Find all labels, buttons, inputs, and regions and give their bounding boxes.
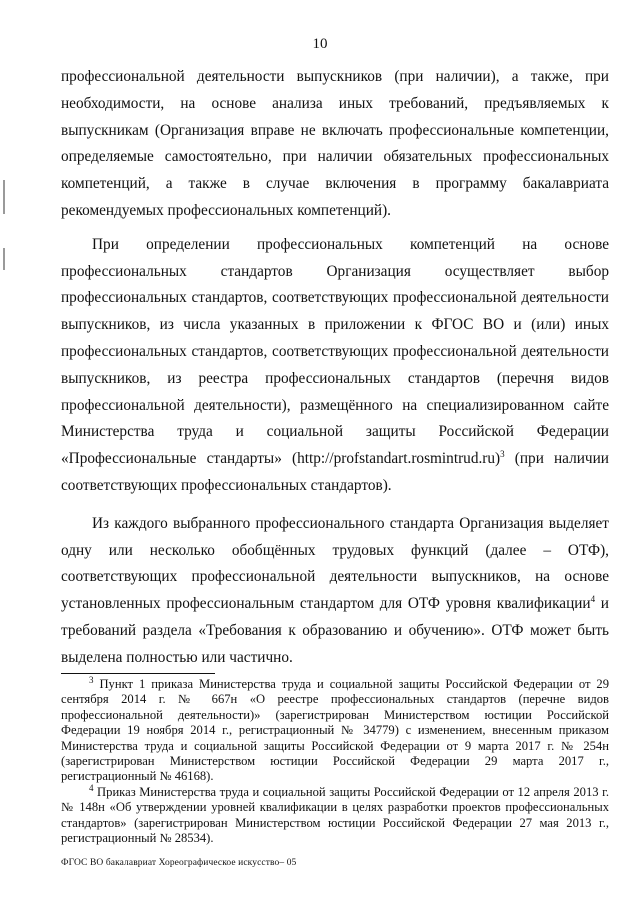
- footnote-4: [61, 782, 609, 847]
- paragraph-text: При определении профессиональных компетенций на основе профессиональных стандартов Организация осуществляет выбор профессиональных стандартов, соответствующих профессиональной деятельности выпускников, из числа указанных в приложении к ФГОС ВО и (или) иных профессиональных стандартов, соответствующих профессиональной деятельности выпускников, из реестра профессиональных стандартов (перечня видов профессиональной деятельности), размещённого на специализированном сайте Министерства труда и социальной защиты Российской Федерации «Профессиональные стандарты» (http://profstandart.rosmintrud.ru): [61, 235, 609, 468]
- footnote-divider: [61, 673, 215, 674]
- page-number: 10: [312, 36, 328, 52]
- footnote-ref-3: 3: [500, 449, 505, 460]
- footnote-text: Приказ Министерства труда и социальной защиты Российской Федерации от 12 апреля 2013 г. № 148н «Об утверждении уровней квалификации в целях разработки проектов профессиональных стандартов» (зарегистрирован Министерством юстиции Российской Федерации 27 мая 2013 г., регистрационный № 28534).: [61, 784, 609, 846]
- footnote-mark: 3: [89, 674, 94, 685]
- paragraph-text: Из каждого выбранного профессионального стандарта Организация выделяет одну или несколько обобщённых трудовых функций (далее – ОТФ), соответствующих профессиональной деятельности выпускников, на основе установленных профессиональным стандартом для ОТФ уровня квалификации: [61, 514, 609, 613]
- scan-edge-mark: [3, 180, 5, 214]
- page-footer: ФГОС ВО бакалавриат Хореографическое искусство– 05: [61, 858, 297, 868]
- paragraph-text: (при наличии соответствующих профессиональных стандартов).: [61, 450, 609, 494]
- paragraph-text: и требований раздела «Требования к образованию и обучению». ОТФ может быть выделена полностью или частично.: [61, 595, 609, 666]
- footnote-mark: 4: [89, 782, 94, 793]
- scan-edge-mark: [3, 248, 5, 270]
- paragraph-continuation: профессиональной деятельности выпускников (при наличии), а также, при необходимости, на основе анализа иных требований, предъявляемых к выпускникам (Организация вправе не включать профессиональные компетенции, определяемые самостоятельно, при наличии обязательных профессиональных компетенций, а также в случае включения в программу бакалавриата рекомендуемых профессиональных компетенций).: [61, 68, 609, 219]
- paragraph-labor-functions: [61, 511, 609, 672]
- footnote-text: Пункт 1 приказа Министерства труда и социальной защиты Российской Федерации от 29 сентября 2014 г. № 667н «О реестре профессиональных стандартов (перечне видов профессиональной деятельности)» (зарегистрирован Министерством юстиции Российской Федерации 19 ноября 2014 г., регистрационный № 34779) с изменением, внесенным приказом Министерства труда и социальной защиты Российской Федерации от 9 марта 2017 г. № 254н (зарегистрирован Министерством юстиции Российской Федерации 29 марта 2017 г., регистрационный № 46168).: [61, 677, 609, 784]
- footnotes: [61, 674, 609, 846]
- body-text: [61, 64, 609, 672]
- paragraph-professional-standards: [61, 232, 609, 500]
- footnote-ref-4: 4: [590, 594, 596, 605]
- footnote-3: [61, 674, 609, 785]
